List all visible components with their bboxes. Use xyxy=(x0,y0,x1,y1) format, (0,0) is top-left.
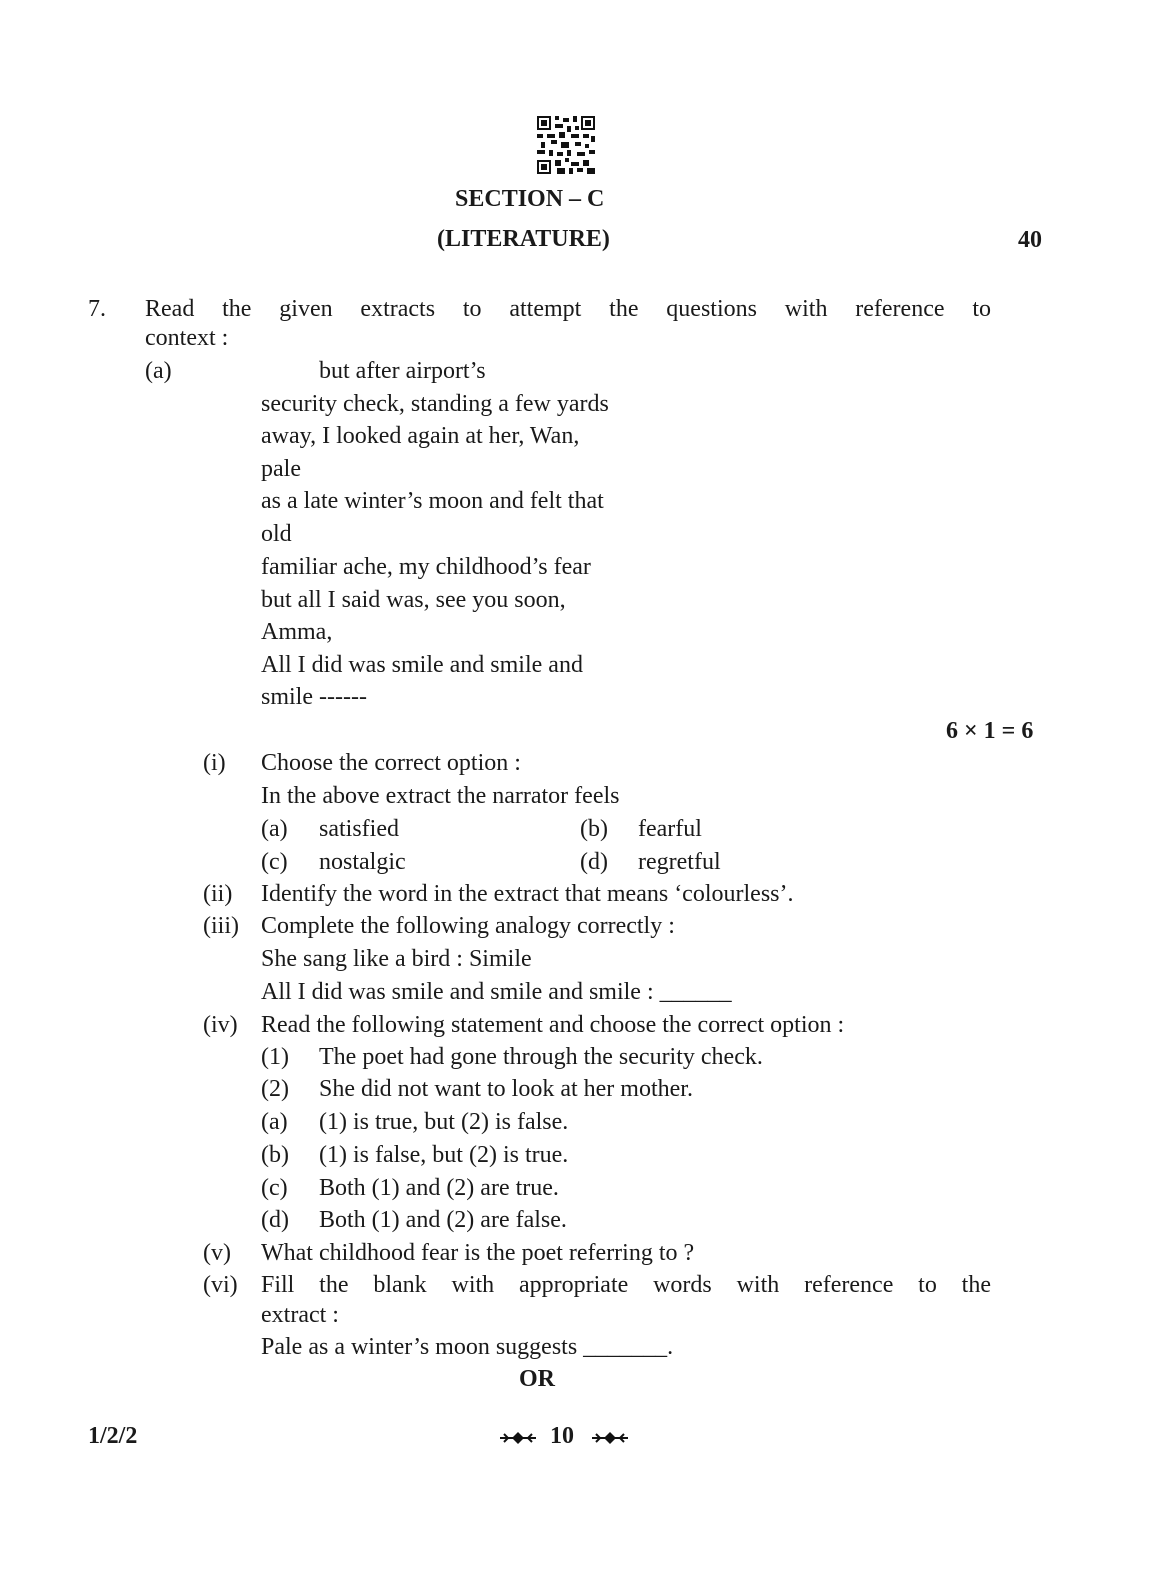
option-label: (c) xyxy=(261,1175,288,1201)
subquestion-text: Identify the word in the extract that means ‘colourless’. xyxy=(261,881,794,907)
question-instruction-cont: context : xyxy=(145,325,229,351)
extract-line: smile ------ xyxy=(261,684,367,710)
subquestion-label: (i) xyxy=(203,750,226,776)
extract-line: away, I looked again at her, Wan, xyxy=(261,423,580,449)
qr-code-icon xyxy=(537,116,595,174)
statement-text: The poet had gone through the security check. xyxy=(319,1044,763,1070)
subquestion-text: Read the following statement and choose the correct option : xyxy=(261,1012,845,1038)
statement-text: She did not want to look at her mother. xyxy=(319,1076,693,1102)
option-text: Both (1) and (2) are false. xyxy=(319,1207,567,1233)
option-label: (c) xyxy=(261,849,288,875)
extract-line: All I did was smile and smile and xyxy=(261,652,583,678)
section-title: SECTION – C xyxy=(455,186,605,212)
question-instruction: Read the given extracts to attempt the questions with reference to xyxy=(145,296,991,322)
option-label: (b) xyxy=(261,1142,289,1168)
section-marks: 40 xyxy=(1018,227,1042,253)
part-label: (a) xyxy=(145,358,172,384)
subquestion-text: extract : xyxy=(261,1302,339,1328)
option-text: (1) is false, but (2) is true. xyxy=(319,1142,569,1168)
option-label: (a) xyxy=(261,1109,288,1135)
subquestion-text: Complete the following analogy correctly : xyxy=(261,913,675,939)
option-label: (b) xyxy=(580,816,608,842)
ornament-left-icon xyxy=(500,1430,536,1446)
or-separator: OR xyxy=(519,1366,555,1392)
extract-line: old xyxy=(261,521,292,547)
extract-line: security check, standing a few yards xyxy=(261,391,609,417)
option-text: fearful xyxy=(638,816,702,842)
section-subtitle: (LITERATURE) xyxy=(437,226,610,252)
ornament-right-icon xyxy=(592,1430,628,1446)
option-text: Both (1) and (2) are true. xyxy=(319,1175,559,1201)
subquestion-text: Pale as a winter’s moon suggests _______. xyxy=(261,1334,674,1360)
subquestion-text: All I did was smile and smile and smile : ______ xyxy=(261,979,732,1005)
option-label: (d) xyxy=(261,1207,289,1233)
subquestion-text: In the above extract the narrator feels xyxy=(261,783,620,809)
option-text: (1) is true, but (2) is false. xyxy=(319,1109,569,1135)
option-text: regretful xyxy=(638,849,721,875)
paper-code: 1/2/2 xyxy=(88,1423,138,1449)
extract-line: pale xyxy=(261,456,301,482)
statement-label: (1) xyxy=(261,1044,289,1070)
option-text: satisfied xyxy=(319,816,399,842)
subquestion-text: Choose the correct option : xyxy=(261,750,521,776)
extract-line: as a late winter’s moon and felt that xyxy=(261,488,604,514)
extract-line: but after airport’s xyxy=(319,358,486,384)
option-label: (a) xyxy=(261,816,288,842)
option-label: (d) xyxy=(580,849,608,875)
subquestion-label: (iii) xyxy=(203,913,239,939)
subquestion-text: Fill the blank with appropriate words with reference to the xyxy=(261,1272,991,1298)
question-number: 7. xyxy=(88,296,106,322)
page-number: 10 xyxy=(550,1423,574,1449)
option-text: nostalgic xyxy=(319,849,406,875)
subquestion-label: (vi) xyxy=(203,1272,238,1298)
extract-line: Amma, xyxy=(261,619,333,645)
subquestion-text: What childhood fear is the poet referring to ? xyxy=(261,1240,695,1266)
subquestion-label: (ii) xyxy=(203,881,233,907)
subquestion-label: (v) xyxy=(203,1240,231,1266)
extract-line: but all I said was, see you soon, xyxy=(261,587,566,613)
extract-line: familiar ache, my childhood’s fear xyxy=(261,554,591,580)
subquestion-text: She sang like a bird : Simile xyxy=(261,946,532,972)
statement-label: (2) xyxy=(261,1076,289,1102)
subquestion-label: (iv) xyxy=(203,1012,238,1038)
marks-scheme: 6 × 1 = 6 xyxy=(946,718,1034,744)
